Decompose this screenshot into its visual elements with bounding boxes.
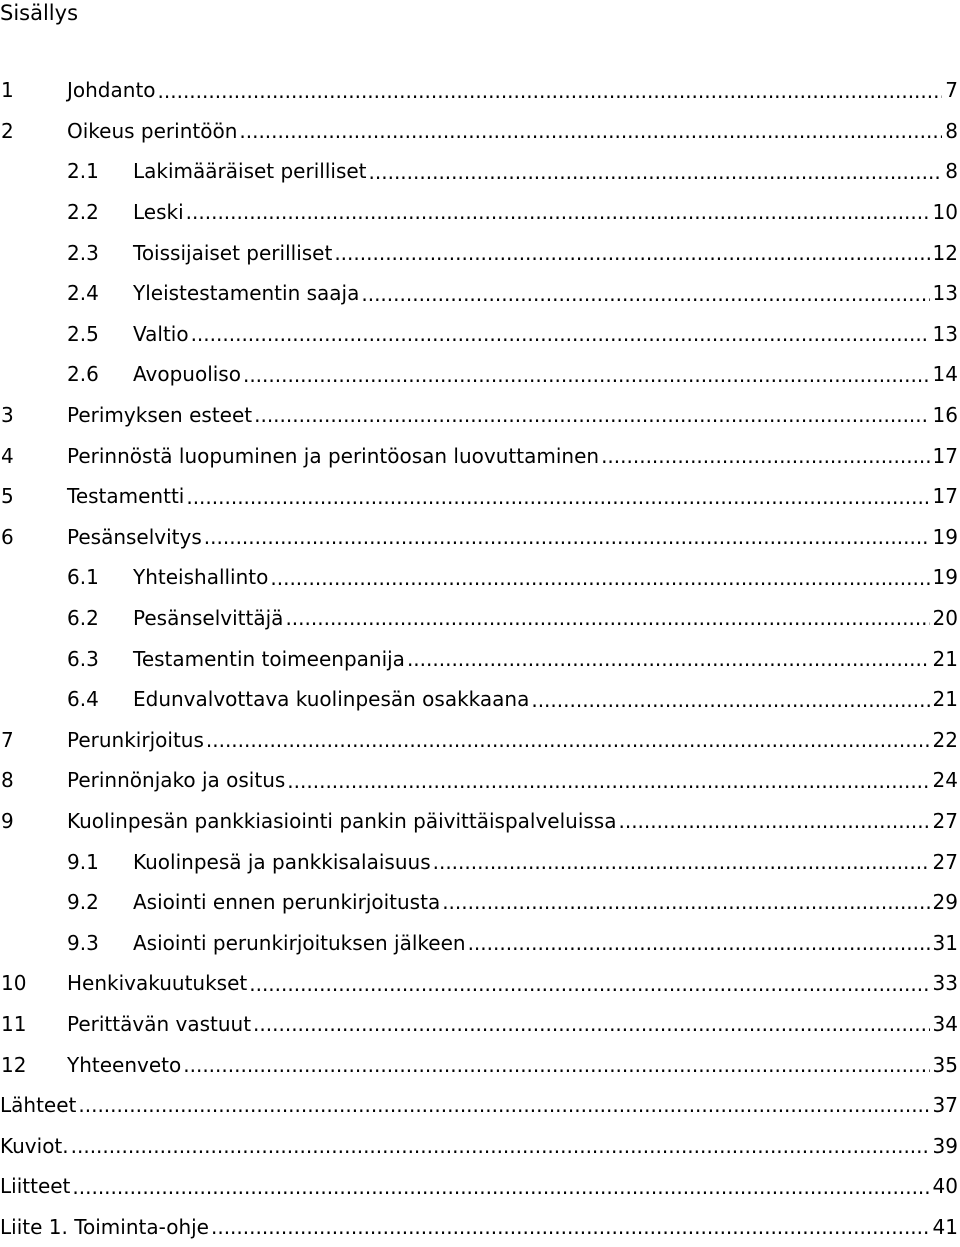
toc-entry-title[interactable]: Leski xyxy=(133,200,184,225)
toc-entry-number: 6 xyxy=(1,524,14,549)
toc-entry-number: 5 xyxy=(1,484,14,509)
toc-entry[interactable] xyxy=(0,1044,958,1085)
toc-entry[interactable] xyxy=(0,801,958,842)
toc-entry-page-number[interactable]: 34 xyxy=(932,1011,958,1036)
toc-entry[interactable] xyxy=(0,314,958,355)
toc-entry[interactable] xyxy=(0,841,958,882)
dot-leader xyxy=(369,162,943,182)
dot-leader xyxy=(270,568,929,588)
dot-leader xyxy=(211,1217,930,1237)
toc-entry-number: 2.1 xyxy=(67,159,99,184)
toc-entry-number: 6.2 xyxy=(67,606,99,631)
dot-leader xyxy=(71,1136,930,1156)
dot-leader xyxy=(186,487,929,507)
dot-leader xyxy=(206,730,930,750)
toc-entry[interactable] xyxy=(0,557,958,598)
toc-entry-title[interactable]: Lakimääräiset perilliset xyxy=(133,159,367,184)
dot-leader xyxy=(531,690,929,710)
toc-entry-title[interactable]: Pesänselvitys xyxy=(67,524,202,549)
toc-entry-page-number[interactable]: 40 xyxy=(932,1174,958,1199)
toc-entry-page-number[interactable]: 24 xyxy=(932,768,958,793)
toc-entry[interactable] xyxy=(0,476,958,517)
toc-entry-page-number[interactable]: 21 xyxy=(932,687,958,712)
dot-leader xyxy=(285,608,929,628)
toc-entry-number: 2.4 xyxy=(67,281,99,306)
toc-entry[interactable] xyxy=(0,354,958,395)
toc-entry[interactable] xyxy=(0,151,958,192)
dot-leader xyxy=(601,446,929,466)
toc-entry-title[interactable]: Perinnönjako ja ositus xyxy=(67,768,286,793)
toc-entry-title[interactable]: Johdanto xyxy=(67,78,156,103)
toc-entry[interactable] xyxy=(0,882,958,923)
dot-leader xyxy=(287,771,929,791)
toc-entry[interactable] xyxy=(0,760,958,801)
toc-entry[interactable] xyxy=(0,395,958,436)
toc-entry-number: 9 xyxy=(1,808,14,833)
toc-entry-number: 9.2 xyxy=(67,890,99,915)
toc-entry[interactable] xyxy=(0,1004,958,1045)
toc-entry[interactable] xyxy=(0,435,958,476)
toc-entry[interactable] xyxy=(0,111,958,152)
toc-entry[interactable] xyxy=(0,232,958,273)
toc-entry-number: 2.6 xyxy=(67,362,99,387)
toc-entry[interactable] xyxy=(0,638,958,679)
toc-entry-title[interactable]: Perittävän vastuut xyxy=(67,1011,252,1036)
toc-entry[interactable] xyxy=(0,192,958,233)
toc-entry-page-number[interactable]: 17 xyxy=(932,484,958,509)
toc-entry-page-number[interactable]: 22 xyxy=(932,727,958,752)
toc-entry-number: 9.3 xyxy=(67,930,99,955)
toc-entry-number: 10 xyxy=(1,971,27,996)
toc-entry[interactable] xyxy=(0,1166,958,1207)
toc-entry-number: 1 xyxy=(1,78,14,103)
dot-leader xyxy=(253,1014,930,1034)
toc-entry-page-number[interactable]: 13 xyxy=(932,281,958,306)
toc-entry-title[interactable]: Testamentti xyxy=(67,484,185,509)
toc-entry-number: 8 xyxy=(1,768,14,793)
toc-entry-title[interactable]: Henkivakuutukset xyxy=(67,971,248,996)
toc-entry[interactable] xyxy=(0,679,958,720)
toc-entry-title[interactable]: Valtio xyxy=(133,321,189,346)
toc-entry-page-number[interactable]: 27 xyxy=(932,849,958,874)
toc-entry-page-number[interactable]: 12 xyxy=(932,240,958,265)
toc-entry-number: 2 xyxy=(1,118,14,143)
toc-entry-number: 12 xyxy=(1,1052,27,1077)
toc-entry-number: 6.3 xyxy=(67,646,99,671)
toc-entry-page-number[interactable]: 16 xyxy=(932,403,958,428)
toc-entry-title[interactable]: Yhteenveto xyxy=(67,1052,182,1077)
toc-entry[interactable] xyxy=(0,517,958,558)
toc-entry-page-number[interactable]: 35 xyxy=(932,1052,958,1077)
toc-entry-title[interactable]: Kuolinpesän pankkiasiointi pankin päivittäispalveluissa xyxy=(67,808,617,833)
toc-entry-page-number[interactable]: 41 xyxy=(932,1214,958,1239)
dot-leader xyxy=(618,811,929,831)
dot-leader xyxy=(254,405,929,425)
toc-entry-page-number[interactable]: 27 xyxy=(932,808,958,833)
toc-entry-number: 2.2 xyxy=(67,200,99,225)
toc-entry-page-number[interactable]: 14 xyxy=(932,362,958,387)
toc-entry-title[interactable]: Testamentin toimeenpanija xyxy=(133,646,405,671)
toc-entry-number: 9.1 xyxy=(67,849,99,874)
toc-entry-page-number[interactable]: 19 xyxy=(932,524,958,549)
toc-entry-page-number[interactable]: 10 xyxy=(932,200,958,225)
dot-leader xyxy=(433,852,930,872)
toc-entry-page-number[interactable]: 29 xyxy=(932,890,958,915)
toc-entry-page-number[interactable]: 8 xyxy=(945,159,958,184)
toc-entry[interactable] xyxy=(0,963,958,1004)
dot-leader xyxy=(442,892,929,912)
toc-entry[interactable] xyxy=(0,1125,958,1166)
toc-entry[interactable] xyxy=(0,70,958,111)
dot-leader xyxy=(72,1177,929,1197)
toc-entry-page-number[interactable]: 33 xyxy=(932,971,958,996)
toc-entry-title[interactable]: Edunvalvottava kuolinpesän osakkaana xyxy=(133,687,530,712)
toc-entry-title[interactable]: Lähteet xyxy=(0,1093,77,1118)
toc-entry[interactable] xyxy=(0,1085,958,1126)
toc-entry-title[interactable]: Yleistestamentin saaja xyxy=(133,281,360,306)
toc-entry-title[interactable]: Asiointi perunkirjoituksen jälkeen xyxy=(133,930,466,955)
toc-entry-page-number[interactable]: 20 xyxy=(932,606,958,631)
toc-entry-page-number[interactable]: 37 xyxy=(932,1093,958,1118)
toc-entry-number: 2.5 xyxy=(67,321,99,346)
dot-leader xyxy=(239,121,942,141)
toc-entry-page-number[interactable]: 13 xyxy=(932,321,958,346)
toc-entry-page-number[interactable]: 39 xyxy=(932,1133,958,1158)
dot-leader xyxy=(204,527,930,547)
dot-leader xyxy=(158,81,943,101)
toc-entry-title[interactable]: Pesänselvittäjä xyxy=(133,606,284,631)
toc-entry-number: 11 xyxy=(1,1011,27,1036)
toc-entry[interactable] xyxy=(0,598,958,639)
dot-leader xyxy=(243,365,930,385)
table-of-contents xyxy=(0,70,958,1247)
dot-leader xyxy=(361,284,929,304)
toc-entry-title[interactable]: Yhteishallinto xyxy=(133,565,269,590)
toc-entry-title[interactable]: Liite 1. Toiminta-ohje xyxy=(0,1214,209,1239)
toc-entry-title[interactable]: Perinnöstä luopuminen ja perintöosan luovuttaminen xyxy=(67,443,600,468)
dot-leader xyxy=(407,649,930,669)
toc-entry-title[interactable]: Kuviot. xyxy=(0,1133,69,1158)
dot-leader xyxy=(249,974,929,994)
toc-entry-number: 6.4 xyxy=(67,687,99,712)
toc-entry-title[interactable]: Kuolinpesä ja pankkisalaisuus xyxy=(133,849,431,874)
toc-entry[interactable] xyxy=(0,273,958,314)
toc-entry[interactable] xyxy=(0,922,958,963)
toc-entry-number: 4 xyxy=(1,443,14,468)
dot-leader xyxy=(334,243,929,263)
toc-entry-page-number[interactable]: 19 xyxy=(932,565,958,590)
toc-entry[interactable] xyxy=(0,720,958,761)
toc-entry-title[interactable]: Perimyksen esteet xyxy=(67,403,253,428)
toc-entry-title[interactable]: Liitteet xyxy=(0,1174,71,1199)
toc-entry-number: 2.3 xyxy=(67,240,99,265)
toc-entry-page-number[interactable]: 17 xyxy=(932,443,958,468)
toc-entry-number: 3 xyxy=(1,403,14,428)
dot-leader xyxy=(468,933,930,953)
toc-entry-title[interactable]: Oikeus perintöön xyxy=(67,118,238,143)
toc-heading: Sisällys xyxy=(0,1,79,25)
toc-entry-title[interactable]: Asiointi ennen perunkirjoitusta xyxy=(133,890,441,915)
toc-entry-title[interactable]: Avopuoliso xyxy=(133,362,241,387)
toc-entry-page-number[interactable]: 21 xyxy=(932,646,958,671)
toc-entry-page-number[interactable]: 7 xyxy=(945,78,958,103)
toc-entry-page-number[interactable]: 8 xyxy=(945,118,958,143)
dot-leader xyxy=(183,1055,929,1075)
dot-leader xyxy=(186,202,930,222)
toc-entry-title[interactable]: Perunkirjoitus xyxy=(67,727,204,752)
toc-entry-page-number[interactable]: 31 xyxy=(932,930,958,955)
toc-entry-number: 7 xyxy=(1,727,14,752)
toc-entry-title[interactable]: Toissijaiset perilliset xyxy=(133,240,333,265)
dot-leader xyxy=(191,324,930,344)
toc-entry-number: 6.1 xyxy=(67,565,99,590)
dot-leader xyxy=(78,1095,929,1115)
